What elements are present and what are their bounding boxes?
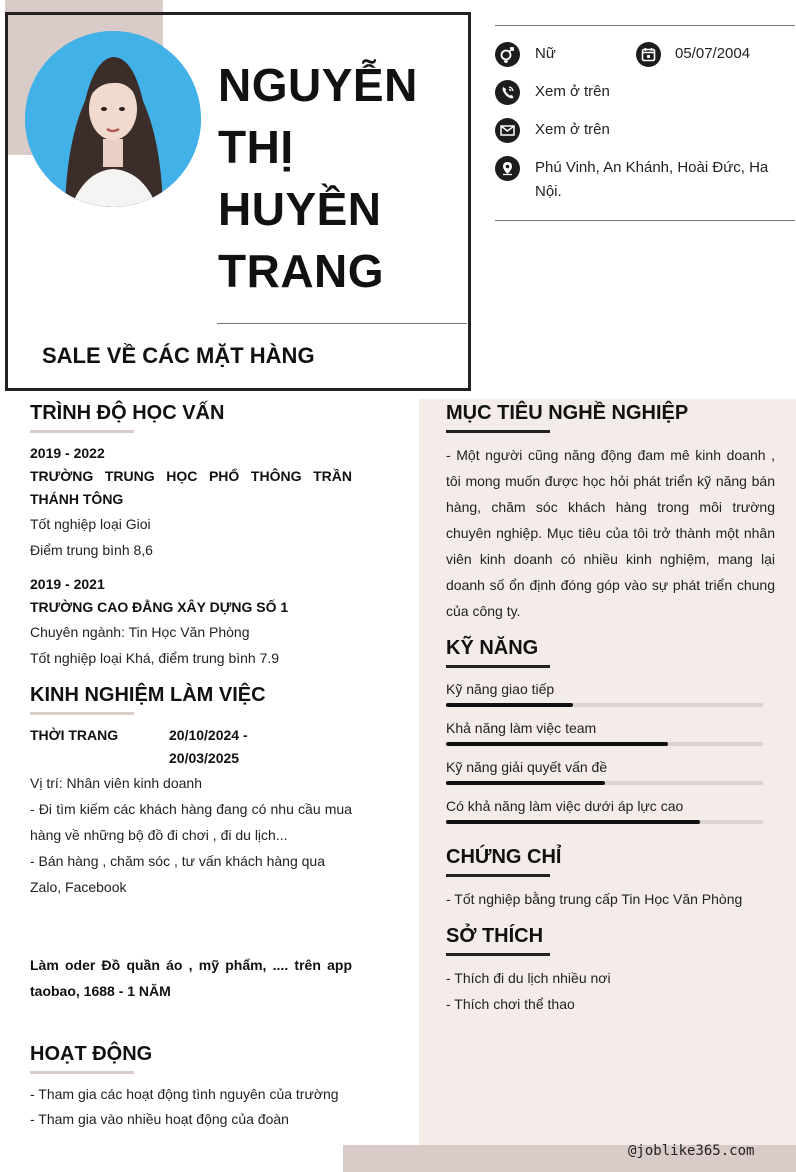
education-period: 2019 - 2021 [30,576,105,592]
education-detail: Chuyên ngành: Tin Học Văn Phòng [30,624,250,640]
skill-label: Khả năng làm việc team [446,720,597,736]
experience-period-start: 20/10/2024 - [169,727,248,743]
experience-extra: Làm oder Đồ quần áo , mỹ phẩm, .... trên app taobao, 1688 - 1 NĂM [30,957,352,999]
skill-bar-fill [446,703,573,707]
education-period: 2019 - 2022 [30,445,105,461]
skill-bar-fill [446,781,605,785]
skill-label: Có khả năng làm việc dưới áp lực cao [446,798,684,814]
gender-icon [495,42,520,67]
skill-bar-fill [446,742,668,746]
name-line: THỊ [218,121,294,173]
skill-label: Kỹ năng giải quyết vấn đề [446,759,608,775]
skill-bar-fill [446,820,700,824]
phone-icon [495,80,520,105]
location-icon [495,156,520,181]
profile-photo [25,31,201,207]
objective-title: MỤC TIÊU NGHỀ NGHIỆP [446,402,689,424]
skill-bar-track [446,820,763,824]
job-title: SALE VỀ CÁC MẶT HÀNG [42,343,315,368]
phone-text: Xem ở trên [535,83,610,100]
certificates-underline [446,874,550,877]
skill-bar-track [446,742,763,746]
hobbies-underline [446,953,550,956]
experience-underline [30,712,134,715]
objective-text: - Một người cũng năng động đam mê kinh doanh , tôi mong muốn được học hỏi phát triển kỹ năng bán hàng, chăm sóc khách hàng trong môi trường chuyên nghiệp. Mục tiêu của tôi trở thành một nhân viên kinh doanh có nhiều kinh nghiệm, mang lại doanh số ổn định đóng góp vào sự phát triển chung của công ty. [446,447,775,619]
education-detail: Điểm trung bình 8,6 [30,542,153,558]
certificate-item: - Tốt nghiệp bằng trung cấp Tin Học Văn Phòng [446,891,743,907]
education-underline [30,430,134,433]
experience-period-end: 20/03/2025 [169,750,240,766]
email-icon [495,118,520,143]
address-text: Phú Vinh, An Khánh, Hoài Đức, Ha Nội. [535,159,769,200]
calendar-icon [636,42,661,67]
activities-title: HOẠT ĐỘNG [30,1043,153,1065]
activities-underline [30,1071,134,1074]
name-line: HUYỀN [218,183,382,235]
gender-text: Nữ [535,45,556,62]
education-detail: Tốt nghiệp loại Gioi [30,516,151,532]
activity-item: - Tham gia các hoạt động tình nguyên của trường [30,1086,339,1102]
activity-item: - Tham gia vào nhiều hoạt động của đoàn [30,1111,289,1127]
hobby-item: - Thích chơi thể thao [446,996,575,1012]
skills-title: KỸ NĂNG [446,637,539,659]
contact-bottom-divider [495,220,795,221]
education-title: TRÌNH ĐỘ HỌC VẤN [30,402,225,424]
experience-title: KINH NGHIỆM LÀM VIỆC [30,684,266,706]
email-text: Xem ở trên [535,121,610,138]
education-detail: Tốt nghiệp loại Khá, điểm trung bình 7.9 [30,650,280,666]
footer-site: @joblike365.com [628,1143,755,1159]
hobby-item: - Thích đi du lịch nhiều nơi [446,970,611,986]
education-school: TRƯỜNG CAO ĐẲNG XÂY DỰNG SỐ 1 [30,599,289,615]
name-line: TRANG [218,245,385,297]
certificates-title: CHỨNG CHỈ [446,846,562,868]
full-name [218,54,458,302]
portrait-illustration [25,31,201,207]
contact-top-divider [495,25,795,26]
education-school: TRƯỜNG TRUNG HỌC PHỔ THÔNG TRẦN THÁNH TÔNG [30,468,352,507]
experience-company: THỜI TRANG [30,727,119,743]
objective-underline [446,430,550,433]
experience-duty: - Bán hàng , chăm sóc , tư vấn khách hàng qua Zalo, Facebook [30,853,325,895]
dob-text: 05/07/2004 [675,45,751,62]
skills-underline [446,665,550,668]
skill-label: Kỹ năng giao tiếp [446,681,555,697]
experience-duty: - Đi tìm kiếm các khách hàng đang có nhu cầu mua hàng về những bộ đồ đi chơi , đi du lịch... [30,801,352,843]
experience-position: Vị trí: Nhân viên kinh doanh [30,775,202,791]
name-divider [217,323,467,324]
skill-bar-track [446,703,763,707]
name-line: NGUYỄN [218,59,418,111]
skill-bar-track [446,781,763,785]
hobbies-title: SỞ THÍCH [446,925,544,947]
